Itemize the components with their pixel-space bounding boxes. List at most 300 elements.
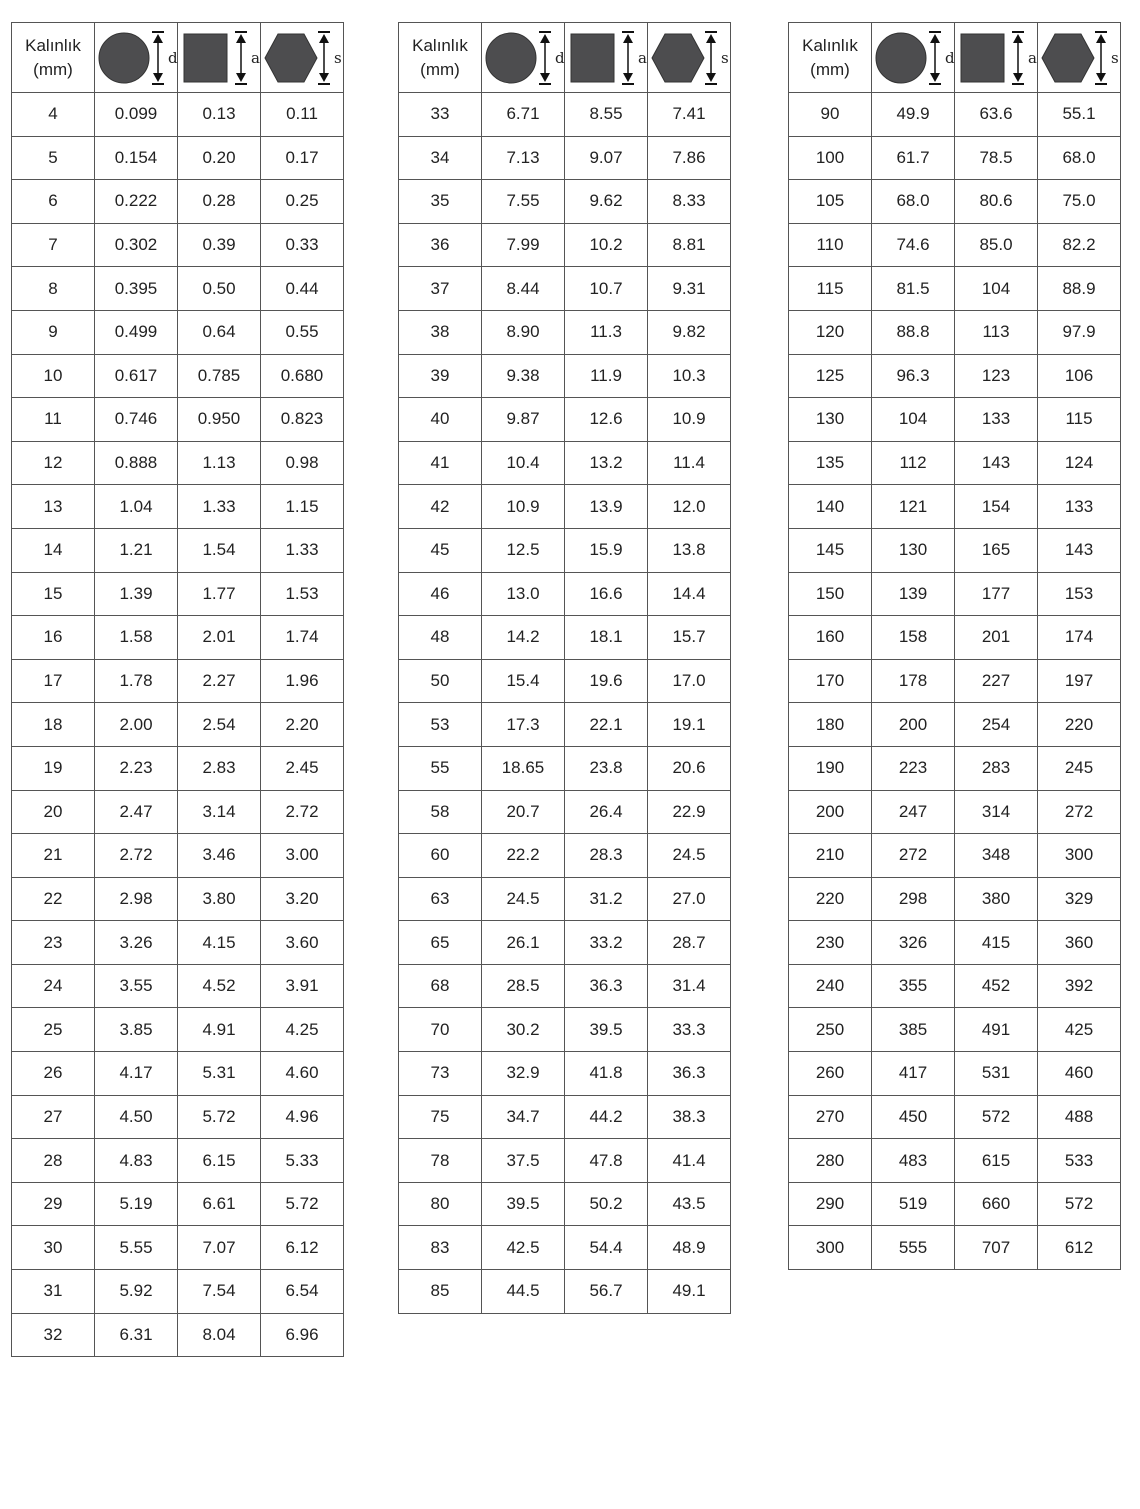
table-row bbox=[789, 267, 1121, 311]
table-row bbox=[12, 1008, 344, 1052]
thickness-cell: 48 bbox=[399, 616, 482, 660]
hexagon-weight-cell: 68.0 bbox=[1038, 136, 1121, 180]
hexagon-bar-icon bbox=[1039, 27, 1119, 89]
round-weight-cell: 81.5 bbox=[872, 267, 955, 311]
thickness-cell: 5 bbox=[12, 136, 95, 180]
round-weight-cell: 61.7 bbox=[872, 136, 955, 180]
round-weight-cell: 272 bbox=[872, 834, 955, 878]
square-weight-cell: 123 bbox=[955, 354, 1038, 398]
hexagon-weight-cell: 3.91 bbox=[261, 964, 344, 1008]
round-weight-cell: 2.72 bbox=[95, 834, 178, 878]
table-row bbox=[399, 354, 731, 398]
table-row bbox=[789, 398, 1121, 442]
round-weight-cell: 450 bbox=[872, 1095, 955, 1139]
square-weight-cell: 13.9 bbox=[565, 485, 648, 529]
table-row bbox=[12, 572, 344, 616]
square-weight-cell: 4.52 bbox=[178, 964, 261, 1008]
square-weight-cell: 19.6 bbox=[565, 659, 648, 703]
thickness-cell: 24 bbox=[12, 964, 95, 1008]
hexagon-weight-cell: 0.33 bbox=[261, 223, 344, 267]
dimension-label: d bbox=[555, 48, 565, 67]
hexagon-weight-cell: 8.33 bbox=[648, 180, 731, 224]
dimension-label: s bbox=[1111, 48, 1119, 67]
table-row bbox=[789, 964, 1121, 1008]
thickness-cell: 240 bbox=[789, 964, 872, 1008]
hexagon-weight-cell: 7.86 bbox=[648, 136, 731, 180]
table-row bbox=[789, 1139, 1121, 1183]
round-weight-cell: 68.0 bbox=[872, 180, 955, 224]
round-weight-cell: 2.00 bbox=[95, 703, 178, 747]
square-weight-cell: 707 bbox=[955, 1226, 1038, 1270]
hexagon-weight-cell: 533 bbox=[1038, 1139, 1121, 1183]
thickness-cell: 22 bbox=[12, 877, 95, 921]
table-row bbox=[789, 528, 1121, 572]
hexagon-weight-cell: 1.74 bbox=[261, 616, 344, 660]
square-weight-cell: 452 bbox=[955, 964, 1038, 1008]
header-row bbox=[399, 23, 731, 93]
table-row bbox=[789, 921, 1121, 965]
round-weight-cell: 0.154 bbox=[95, 136, 178, 180]
table-row bbox=[789, 136, 1121, 180]
hexagon-weight-cell: 2.20 bbox=[261, 703, 344, 747]
square-weight-cell: 8.04 bbox=[178, 1313, 261, 1357]
hexagon-weight-cell: 272 bbox=[1038, 790, 1121, 834]
round-weight-cell: 9.38 bbox=[482, 354, 565, 398]
round-weight-cell: 7.55 bbox=[482, 180, 565, 224]
hexagon-weight-cell: 82.2 bbox=[1038, 223, 1121, 267]
table-row bbox=[399, 223, 731, 267]
thickness-header bbox=[399, 23, 482, 93]
hexagon-weight-cell: 36.3 bbox=[648, 1052, 731, 1096]
hexagon-weight-cell: 4.60 bbox=[261, 1052, 344, 1096]
square-weight-cell: 23.8 bbox=[565, 746, 648, 790]
hexagon-bar-icon bbox=[262, 27, 342, 89]
square-weight-cell: 15.9 bbox=[565, 528, 648, 572]
weight-table-1 bbox=[11, 22, 344, 1357]
round-weight-cell: 10.9 bbox=[482, 485, 565, 529]
square-weight-cell: 16.6 bbox=[565, 572, 648, 616]
square-weight-cell: 572 bbox=[955, 1095, 1038, 1139]
hexagon-weight-cell: 49.1 bbox=[648, 1270, 731, 1314]
thickness-cell: 10 bbox=[12, 354, 95, 398]
table-row bbox=[789, 877, 1121, 921]
hexagon-weight-cell: 5.72 bbox=[261, 1182, 344, 1226]
table-row bbox=[12, 1182, 344, 1226]
table-row bbox=[789, 223, 1121, 267]
round-weight-cell: 5.55 bbox=[95, 1226, 178, 1270]
thickness-label: Kalınlık bbox=[25, 35, 81, 55]
square-weight-cell: 2.01 bbox=[178, 616, 261, 660]
square-weight-cell: 201 bbox=[955, 616, 1038, 660]
square-weight-cell: 9.07 bbox=[565, 136, 648, 180]
table-row bbox=[399, 616, 731, 660]
table-row bbox=[399, 398, 731, 442]
square-weight-cell: 1.13 bbox=[178, 441, 261, 485]
hexagon-weight-cell: 1.96 bbox=[261, 659, 344, 703]
square-weight-cell: 41.8 bbox=[565, 1052, 648, 1096]
round-weight-cell: 42.5 bbox=[482, 1226, 565, 1270]
hexagon-weight-cell: 2.45 bbox=[261, 746, 344, 790]
thickness-cell: 7 bbox=[12, 223, 95, 267]
dimension-label: s bbox=[721, 48, 729, 67]
hexagon-weight-cell: 0.44 bbox=[261, 267, 344, 311]
square-weight-cell: 283 bbox=[955, 746, 1038, 790]
square-weight-cell: 13.2 bbox=[565, 441, 648, 485]
round-bar-header bbox=[482, 23, 565, 93]
table-row bbox=[789, 1052, 1121, 1096]
thickness-cell: 140 bbox=[789, 485, 872, 529]
round-weight-cell: 158 bbox=[872, 616, 955, 660]
square-weight-cell: 28.3 bbox=[565, 834, 648, 878]
table-row bbox=[789, 659, 1121, 703]
square-weight-cell: 12.6 bbox=[565, 398, 648, 442]
thickness-cell: 73 bbox=[399, 1052, 482, 1096]
round-weight-cell: 385 bbox=[872, 1008, 955, 1052]
round-weight-cell: 326 bbox=[872, 921, 955, 965]
square-weight-cell: 2.83 bbox=[178, 746, 261, 790]
hexagon-weight-cell: 3.60 bbox=[261, 921, 344, 965]
square-weight-cell: 36.3 bbox=[565, 964, 648, 1008]
square-bar-icon bbox=[956, 27, 1036, 89]
hexagon-weight-cell: 153 bbox=[1038, 572, 1121, 616]
round-weight-cell: 24.5 bbox=[482, 877, 565, 921]
hexagon-weight-cell: 31.4 bbox=[648, 964, 731, 1008]
table-row bbox=[789, 310, 1121, 354]
table-row bbox=[12, 746, 344, 790]
thickness-cell: 12 bbox=[12, 441, 95, 485]
table-row bbox=[789, 1008, 1121, 1052]
thickness-cell: 135 bbox=[789, 441, 872, 485]
round-weight-cell: 22.2 bbox=[482, 834, 565, 878]
hexagon-bar-header bbox=[648, 23, 731, 93]
round-weight-cell: 74.6 bbox=[872, 223, 955, 267]
square-weight-cell: 5.72 bbox=[178, 1095, 261, 1139]
table-row bbox=[399, 964, 731, 1008]
thickness-label: Kalınlık bbox=[412, 35, 468, 55]
thickness-cell: 90 bbox=[789, 93, 872, 137]
table-row bbox=[399, 528, 731, 572]
thickness-cell: 60 bbox=[399, 834, 482, 878]
round-weight-cell: 39.5 bbox=[482, 1182, 565, 1226]
square-weight-cell: 7.07 bbox=[178, 1226, 261, 1270]
square-weight-cell: 1.33 bbox=[178, 485, 261, 529]
table-row bbox=[789, 93, 1121, 137]
table-row bbox=[789, 180, 1121, 224]
square-weight-cell: 380 bbox=[955, 877, 1038, 921]
table-row bbox=[12, 1270, 344, 1314]
round-weight-cell: 0.746 bbox=[95, 398, 178, 442]
round-weight-cell: 32.9 bbox=[482, 1052, 565, 1096]
round-weight-cell: 1.58 bbox=[95, 616, 178, 660]
thickness-unit: (mm) bbox=[33, 59, 73, 79]
square-weight-cell: 531 bbox=[955, 1052, 1038, 1096]
thickness-cell: 130 bbox=[789, 398, 872, 442]
thickness-cell: 190 bbox=[789, 746, 872, 790]
square-weight-cell: 143 bbox=[955, 441, 1038, 485]
table-row bbox=[12, 659, 344, 703]
table-row bbox=[12, 1139, 344, 1183]
round-weight-cell: 3.55 bbox=[95, 964, 178, 1008]
thickness-cell: 260 bbox=[789, 1052, 872, 1096]
table-row bbox=[12, 964, 344, 1008]
table-row bbox=[12, 528, 344, 572]
thickness-cell: 220 bbox=[789, 877, 872, 921]
round-weight-cell: 417 bbox=[872, 1052, 955, 1096]
table-row bbox=[399, 1182, 731, 1226]
thickness-cell: 170 bbox=[789, 659, 872, 703]
thickness-cell: 65 bbox=[399, 921, 482, 965]
thickness-cell: 6 bbox=[12, 180, 95, 224]
hexagon-weight-cell: 1.15 bbox=[261, 485, 344, 529]
table-row bbox=[12, 790, 344, 834]
thickness-cell: 68 bbox=[399, 964, 482, 1008]
round-weight-cell: 8.90 bbox=[482, 310, 565, 354]
table-row bbox=[399, 267, 731, 311]
thickness-cell: 23 bbox=[12, 921, 95, 965]
table-row bbox=[12, 354, 344, 398]
table-row bbox=[399, 441, 731, 485]
thickness-cell: 19 bbox=[12, 746, 95, 790]
round-weight-cell: 8.44 bbox=[482, 267, 565, 311]
hexagon-weight-cell: 392 bbox=[1038, 964, 1121, 1008]
hexagon-weight-cell: 0.98 bbox=[261, 441, 344, 485]
square-weight-cell: 31.2 bbox=[565, 877, 648, 921]
round-weight-cell: 0.302 bbox=[95, 223, 178, 267]
square-bar-icon bbox=[566, 27, 646, 89]
round-weight-cell: 298 bbox=[872, 877, 955, 921]
round-weight-cell: 9.87 bbox=[482, 398, 565, 442]
square-weight-cell: 2.54 bbox=[178, 703, 261, 747]
hexagon-weight-cell: 115 bbox=[1038, 398, 1121, 442]
round-weight-cell: 0.222 bbox=[95, 180, 178, 224]
hexagon-weight-cell: 6.54 bbox=[261, 1270, 344, 1314]
square-weight-cell: 0.64 bbox=[178, 310, 261, 354]
square-weight-cell: 227 bbox=[955, 659, 1038, 703]
table-row bbox=[789, 441, 1121, 485]
square-weight-cell: 0.39 bbox=[178, 223, 261, 267]
table-row bbox=[399, 790, 731, 834]
square-weight-cell: 2.27 bbox=[178, 659, 261, 703]
table-row bbox=[399, 1052, 731, 1096]
table-row bbox=[399, 572, 731, 616]
table-row bbox=[12, 180, 344, 224]
hexagon-weight-cell: 329 bbox=[1038, 877, 1121, 921]
round-weight-cell: 355 bbox=[872, 964, 955, 1008]
table-row bbox=[789, 1226, 1121, 1270]
hexagon-weight-cell: 2.72 bbox=[261, 790, 344, 834]
thickness-cell: 300 bbox=[789, 1226, 872, 1270]
hexagon-weight-cell: 43.5 bbox=[648, 1182, 731, 1226]
round-weight-cell: 4.50 bbox=[95, 1095, 178, 1139]
square-weight-cell: 491 bbox=[955, 1008, 1038, 1052]
table-row bbox=[789, 790, 1121, 834]
table-row bbox=[12, 1095, 344, 1139]
square-bar-header bbox=[955, 23, 1038, 93]
thickness-cell: 26 bbox=[12, 1052, 95, 1096]
square-weight-cell: 415 bbox=[955, 921, 1038, 965]
hexagon-weight-cell: 12.0 bbox=[648, 485, 731, 529]
table-row bbox=[12, 93, 344, 137]
hexagon-weight-cell: 20.6 bbox=[648, 746, 731, 790]
round-weight-cell: 0.099 bbox=[95, 93, 178, 137]
thickness-cell: 11 bbox=[12, 398, 95, 442]
round-weight-cell: 139 bbox=[872, 572, 955, 616]
thickness-cell: 115 bbox=[789, 267, 872, 311]
dimension-label: a bbox=[1028, 48, 1037, 67]
round-weight-cell: 5.19 bbox=[95, 1182, 178, 1226]
table-row bbox=[12, 616, 344, 660]
square-weight-cell: 22.1 bbox=[565, 703, 648, 747]
dimension-label: a bbox=[251, 48, 260, 67]
hexagon-weight-cell: 5.33 bbox=[261, 1139, 344, 1183]
round-weight-cell: 1.21 bbox=[95, 528, 178, 572]
thickness-cell: 290 bbox=[789, 1182, 872, 1226]
square-weight-cell: 18.1 bbox=[565, 616, 648, 660]
round-weight-cell: 26.1 bbox=[482, 921, 565, 965]
hexagon-weight-cell: 6.12 bbox=[261, 1226, 344, 1270]
square-weight-cell: 6.15 bbox=[178, 1139, 261, 1183]
square-weight-cell: 11.3 bbox=[565, 310, 648, 354]
thickness-cell: 40 bbox=[399, 398, 482, 442]
hexagon-weight-cell: 0.823 bbox=[261, 398, 344, 442]
round-weight-cell: 44.5 bbox=[482, 1270, 565, 1314]
thickness-cell: 39 bbox=[399, 354, 482, 398]
round-weight-cell: 121 bbox=[872, 485, 955, 529]
round-weight-cell: 112 bbox=[872, 441, 955, 485]
square-weight-cell: 78.5 bbox=[955, 136, 1038, 180]
round-weight-cell: 3.85 bbox=[95, 1008, 178, 1052]
thickness-cell: 4 bbox=[12, 93, 95, 137]
round-weight-cell: 200 bbox=[872, 703, 955, 747]
hexagon-weight-cell: 28.7 bbox=[648, 921, 731, 965]
table-row bbox=[789, 616, 1121, 660]
thickness-cell: 50 bbox=[399, 659, 482, 703]
hexagon-weight-cell: 245 bbox=[1038, 746, 1121, 790]
thickness-header bbox=[12, 23, 95, 93]
hexagon-weight-cell: 197 bbox=[1038, 659, 1121, 703]
hexagon-weight-cell: 174 bbox=[1038, 616, 1121, 660]
thickness-cell: 29 bbox=[12, 1182, 95, 1226]
thickness-cell: 33 bbox=[399, 93, 482, 137]
thickness-cell: 110 bbox=[789, 223, 872, 267]
thickness-cell: 83 bbox=[399, 1226, 482, 1270]
square-weight-cell: 104 bbox=[955, 267, 1038, 311]
table-row bbox=[789, 1182, 1121, 1226]
hexagon-weight-cell: 572 bbox=[1038, 1182, 1121, 1226]
thickness-cell: 78 bbox=[399, 1139, 482, 1183]
round-weight-cell: 14.2 bbox=[482, 616, 565, 660]
hexagon-weight-cell: 460 bbox=[1038, 1052, 1121, 1096]
round-weight-cell: 0.617 bbox=[95, 354, 178, 398]
thickness-cell: 16 bbox=[12, 616, 95, 660]
table-row bbox=[399, 834, 731, 878]
table-row bbox=[399, 1226, 731, 1270]
square-weight-cell: 154 bbox=[955, 485, 1038, 529]
round-weight-cell: 13.0 bbox=[482, 572, 565, 616]
hexagon-weight-cell: 0.17 bbox=[261, 136, 344, 180]
thickness-cell: 200 bbox=[789, 790, 872, 834]
square-weight-cell: 0.28 bbox=[178, 180, 261, 224]
table-row bbox=[399, 1095, 731, 1139]
round-weight-cell: 10.4 bbox=[482, 441, 565, 485]
square-weight-cell: 54.4 bbox=[565, 1226, 648, 1270]
thickness-unit: (mm) bbox=[810, 59, 850, 79]
square-weight-cell: 1.54 bbox=[178, 528, 261, 572]
square-weight-cell: 165 bbox=[955, 528, 1038, 572]
thickness-cell: 27 bbox=[12, 1095, 95, 1139]
hexagon-weight-cell: 3.00 bbox=[261, 834, 344, 878]
square-weight-cell: 3.46 bbox=[178, 834, 261, 878]
round-weight-cell: 6.31 bbox=[95, 1313, 178, 1357]
round-bar-icon bbox=[483, 27, 563, 89]
hexagon-weight-cell: 1.33 bbox=[261, 528, 344, 572]
hexagon-bar-header bbox=[261, 23, 344, 93]
hexagon-weight-cell: 1.53 bbox=[261, 572, 344, 616]
hexagon-weight-cell: 7.41 bbox=[648, 93, 731, 137]
square-weight-cell: 10.7 bbox=[565, 267, 648, 311]
table-row bbox=[789, 485, 1121, 529]
round-weight-cell: 88.8 bbox=[872, 310, 955, 354]
round-bar-icon bbox=[873, 27, 953, 89]
hexagon-weight-cell: 41.4 bbox=[648, 1139, 731, 1183]
square-weight-cell: 0.785 bbox=[178, 354, 261, 398]
thickness-cell: 42 bbox=[399, 485, 482, 529]
round-weight-cell: 20.7 bbox=[482, 790, 565, 834]
round-weight-cell: 2.47 bbox=[95, 790, 178, 834]
square-weight-cell: 0.20 bbox=[178, 136, 261, 180]
header-row bbox=[789, 23, 1121, 93]
thickness-cell: 210 bbox=[789, 834, 872, 878]
table-row bbox=[789, 834, 1121, 878]
round-weight-cell: 17.3 bbox=[482, 703, 565, 747]
thickness-cell: 28 bbox=[12, 1139, 95, 1183]
dimension-label: a bbox=[638, 48, 647, 67]
round-weight-cell: 5.92 bbox=[95, 1270, 178, 1314]
thickness-cell: 75 bbox=[399, 1095, 482, 1139]
table-row bbox=[399, 921, 731, 965]
table-row bbox=[399, 180, 731, 224]
round-weight-cell: 6.71 bbox=[482, 93, 565, 137]
table-row bbox=[399, 659, 731, 703]
hexagon-bar-header bbox=[1038, 23, 1121, 93]
square-weight-cell: 615 bbox=[955, 1139, 1038, 1183]
square-weight-cell: 56.7 bbox=[565, 1270, 648, 1314]
hexagon-weight-cell: 75.0 bbox=[1038, 180, 1121, 224]
thickness-cell: 46 bbox=[399, 572, 482, 616]
thickness-cell: 53 bbox=[399, 703, 482, 747]
round-weight-cell: 483 bbox=[872, 1139, 955, 1183]
round-weight-cell: 28.5 bbox=[482, 964, 565, 1008]
round-weight-cell: 4.17 bbox=[95, 1052, 178, 1096]
square-bar-icon bbox=[179, 27, 259, 89]
square-weight-cell: 6.61 bbox=[178, 1182, 261, 1226]
round-weight-cell: 0.499 bbox=[95, 310, 178, 354]
table-row bbox=[12, 921, 344, 965]
table-row bbox=[12, 136, 344, 180]
thickness-unit: (mm) bbox=[420, 59, 460, 79]
hexagon-weight-cell: 10.3 bbox=[648, 354, 731, 398]
square-weight-cell: 133 bbox=[955, 398, 1038, 442]
hexagon-weight-cell: 38.3 bbox=[648, 1095, 731, 1139]
header-row bbox=[12, 23, 344, 93]
round-weight-cell: 104 bbox=[872, 398, 955, 442]
square-weight-cell: 26.4 bbox=[565, 790, 648, 834]
thickness-cell: 160 bbox=[789, 616, 872, 660]
table-row bbox=[399, 310, 731, 354]
round-weight-cell: 4.83 bbox=[95, 1139, 178, 1183]
square-weight-cell: 85.0 bbox=[955, 223, 1038, 267]
round-weight-cell: 555 bbox=[872, 1226, 955, 1270]
